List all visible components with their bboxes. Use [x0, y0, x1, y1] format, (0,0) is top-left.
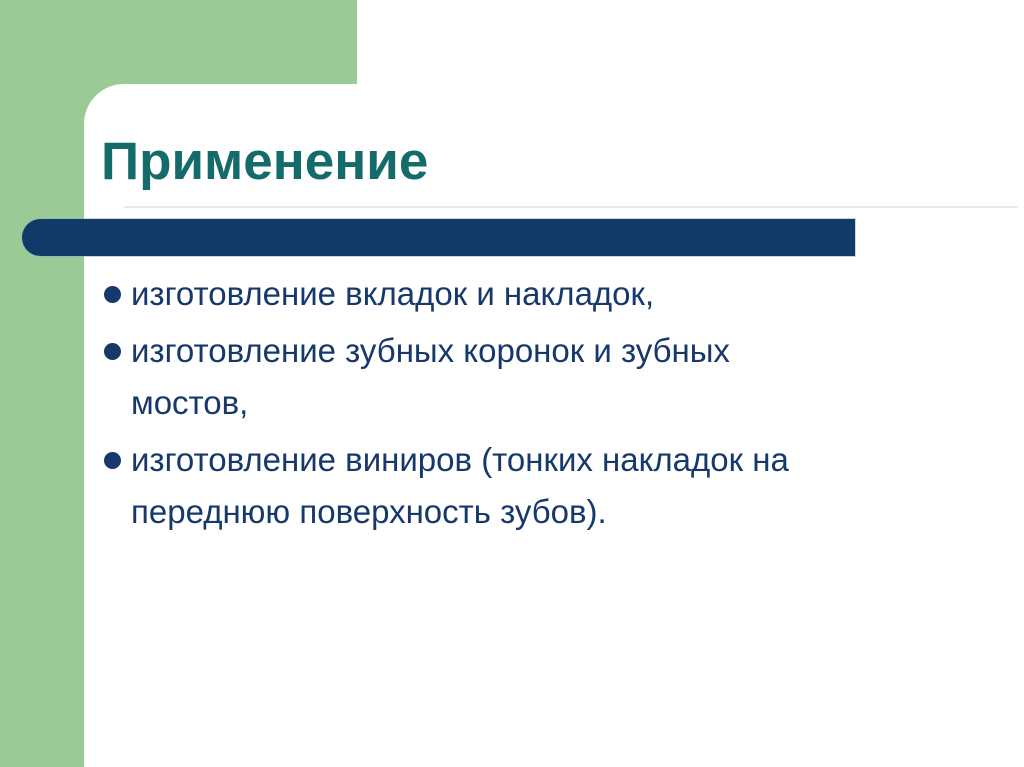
list-item [104, 434, 984, 538]
bullet-text-line: изготовление вкладок и накладок, [131, 275, 655, 312]
faint-divider-line [124, 206, 1018, 208]
bullet-text [131, 434, 789, 538]
title-underline-bar [22, 219, 855, 256]
bullet-list [104, 268, 984, 543]
bullet-text-line: изготовление зубных коронок и зубных [131, 332, 730, 369]
bullet-dot-icon [104, 286, 121, 303]
slide-title: Применение [101, 132, 429, 191]
bullet-text-line: изготовление виниров (тонких накладок на [131, 441, 789, 478]
bullet-text [131, 268, 654, 320]
list-item [104, 268, 984, 320]
bullet-dot-icon [104, 452, 121, 469]
bullet-text-line: мостов, [131, 384, 249, 421]
list-item [104, 325, 984, 429]
bullet-text [131, 325, 730, 429]
bullet-dot-icon [104, 343, 121, 360]
bullet-text-line: переднюю поверхность зубов). [131, 493, 607, 530]
